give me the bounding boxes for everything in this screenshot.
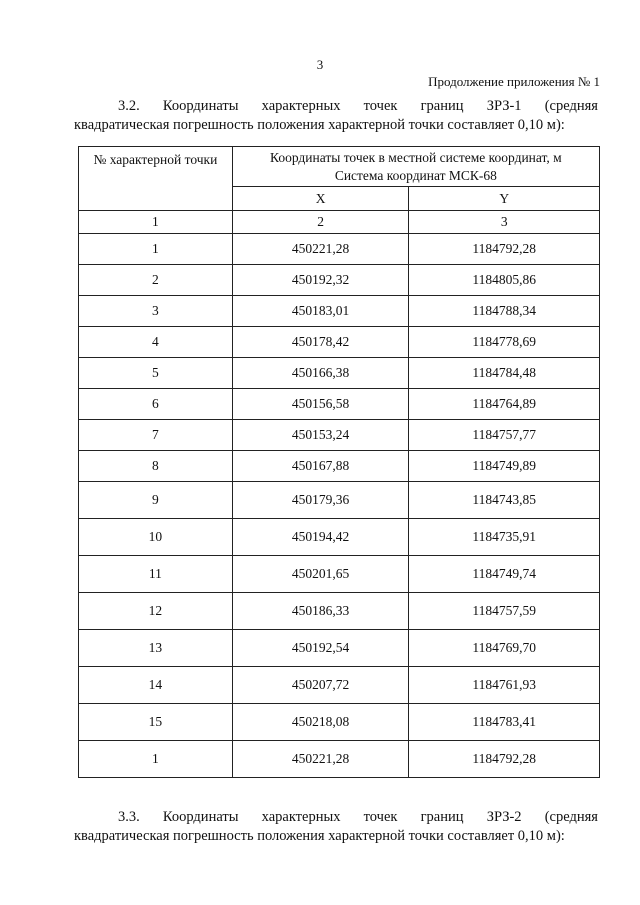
table-row <box>79 741 600 778</box>
y-coordinate-cell: 1184761,93 <box>409 667 600 704</box>
x-coordinate-cell: 450192,32 <box>232 265 409 296</box>
coordinates-header-line1: Координаты точек в местной системе координат, м <box>270 149 562 165</box>
column-number: 2 <box>232 211 409 234</box>
section-3-2-word: (средняя <box>544 98 598 114</box>
y-header: Y <box>409 187 600 211</box>
y-coordinate-cell: 1184769,70 <box>409 630 600 667</box>
x-coordinate-cell: 450178,42 <box>232 327 409 358</box>
y-coordinate-cell: 1184805,86 <box>409 265 600 296</box>
section-3-3-word: (средняя <box>544 809 598 825</box>
table-row <box>79 704 600 741</box>
x-coordinate-cell: 450166,38 <box>232 358 409 389</box>
y-coordinate-cell: 1184749,89 <box>409 451 600 482</box>
column-number: 1 <box>79 211 233 234</box>
point-number-cell: 12 <box>79 593 233 630</box>
x-coordinate-cell: 450179,36 <box>232 482 409 519</box>
y-coordinate-cell: 1184735,91 <box>409 519 600 556</box>
table-row <box>79 296 600 327</box>
x-coordinate-cell: 450167,88 <box>232 451 409 482</box>
section-3-2-word: Координаты <box>162 98 239 114</box>
x-coordinate-cell: 450201,65 <box>232 556 409 593</box>
point-number-cell: 15 <box>79 704 233 741</box>
point-number-cell: 8 <box>79 451 233 482</box>
table-row <box>79 482 600 519</box>
x-coordinate-cell: 450218,08 <box>232 704 409 741</box>
y-coordinate-cell: 1184792,28 <box>409 741 600 778</box>
section-3-2-line2: квадратическая погрешность положения характерной точки составляет 0,10 м): <box>74 117 565 133</box>
table-row <box>79 630 600 667</box>
point-number-cell: 1 <box>79 741 233 778</box>
column-number-row <box>79 211 600 234</box>
y-coordinate-cell: 1184788,34 <box>409 296 600 327</box>
section-3-2-word: ЗРЗ-1 <box>486 98 522 114</box>
table-row <box>79 234 600 265</box>
x-coordinate-cell: 450153,24 <box>232 420 409 451</box>
point-number-cell: 3 <box>79 296 233 327</box>
point-number-cell: 1 <box>79 234 233 265</box>
section-3-3-word: точек <box>363 809 398 825</box>
table-row <box>79 451 600 482</box>
coordinates-header-line2: Система координат МСК-68 <box>334 167 497 183</box>
table-row <box>79 265 600 296</box>
point-number-cell: 4 <box>79 327 233 358</box>
section-3-3-word: границ <box>420 809 464 825</box>
table-row <box>79 420 600 451</box>
coordinates-table-body <box>79 234 600 778</box>
point-number-cell: 13 <box>79 630 233 667</box>
section-3-2-line1 <box>74 97 598 116</box>
y-coordinate-cell: 1184784,48 <box>409 358 600 389</box>
section-3-2-word: точек <box>363 98 398 114</box>
coordinates-table <box>78 146 600 778</box>
y-coordinate-cell: 1184783,41 <box>409 704 600 741</box>
section-3-2-word: характерных <box>261 98 341 114</box>
x-coordinate-cell: 450221,28 <box>232 741 409 778</box>
table-row <box>79 519 600 556</box>
x-header: X <box>232 187 409 211</box>
column-number: 3 <box>409 211 600 234</box>
point-number-cell: 6 <box>79 389 233 420</box>
table-row <box>79 358 600 389</box>
table-header-row <box>79 147 600 187</box>
table-row <box>79 593 600 630</box>
section-3-3-word: 3.3. <box>118 809 140 825</box>
y-coordinate-cell: 1184764,89 <box>409 389 600 420</box>
point-number-cell: 2 <box>79 265 233 296</box>
section-3-3-word: характерных <box>261 809 341 825</box>
coordinates-header <box>232 147 599 187</box>
section-3-2-word: границ <box>420 98 464 114</box>
point-number-cell: 10 <box>79 519 233 556</box>
x-coordinate-cell: 450221,28 <box>232 234 409 265</box>
table-row <box>79 327 600 358</box>
section-3-3-word: ЗРЗ-2 <box>486 809 522 825</box>
x-coordinate-cell: 450194,42 <box>232 519 409 556</box>
y-coordinate-cell: 1184749,74 <box>409 556 600 593</box>
y-coordinate-cell: 1184757,77 <box>409 420 600 451</box>
section-3-2-word: 3.2. <box>118 98 140 114</box>
x-coordinate-cell: 450207,72 <box>232 667 409 704</box>
section-3-3-line1 <box>74 808 598 827</box>
point-number-header: № характерной точки <box>79 147 233 211</box>
y-coordinate-cell: 1184757,59 <box>409 593 600 630</box>
point-number-cell: 9 <box>79 482 233 519</box>
x-coordinate-cell: 450156,58 <box>232 389 409 420</box>
section-3-2-paragraph <box>74 97 598 135</box>
x-coordinate-cell: 450186,33 <box>232 593 409 630</box>
appendix-note: Продолжение приложения № 1 <box>428 74 600 89</box>
x-coordinate-cell: 450192,54 <box>232 630 409 667</box>
y-coordinate-cell: 1184743,85 <box>409 482 600 519</box>
section-3-3-line2: квадратическая погрешность положения характерной точки составляет 0,10 м): <box>74 828 565 844</box>
point-number-cell: 14 <box>79 667 233 704</box>
point-number-cell: 11 <box>79 556 233 593</box>
y-coordinate-cell: 1184792,28 <box>409 234 600 265</box>
table-row <box>79 667 600 704</box>
table-row <box>79 556 600 593</box>
point-number-cell: 5 <box>79 358 233 389</box>
section-3-3-paragraph <box>74 808 598 846</box>
page-number: 3 <box>316 57 324 72</box>
y-coordinate-cell: 1184778,69 <box>409 327 600 358</box>
x-coordinate-cell: 450183,01 <box>232 296 409 327</box>
point-number-cell: 7 <box>79 420 233 451</box>
section-3-3-word: Координаты <box>162 809 239 825</box>
table-row <box>79 389 600 420</box>
